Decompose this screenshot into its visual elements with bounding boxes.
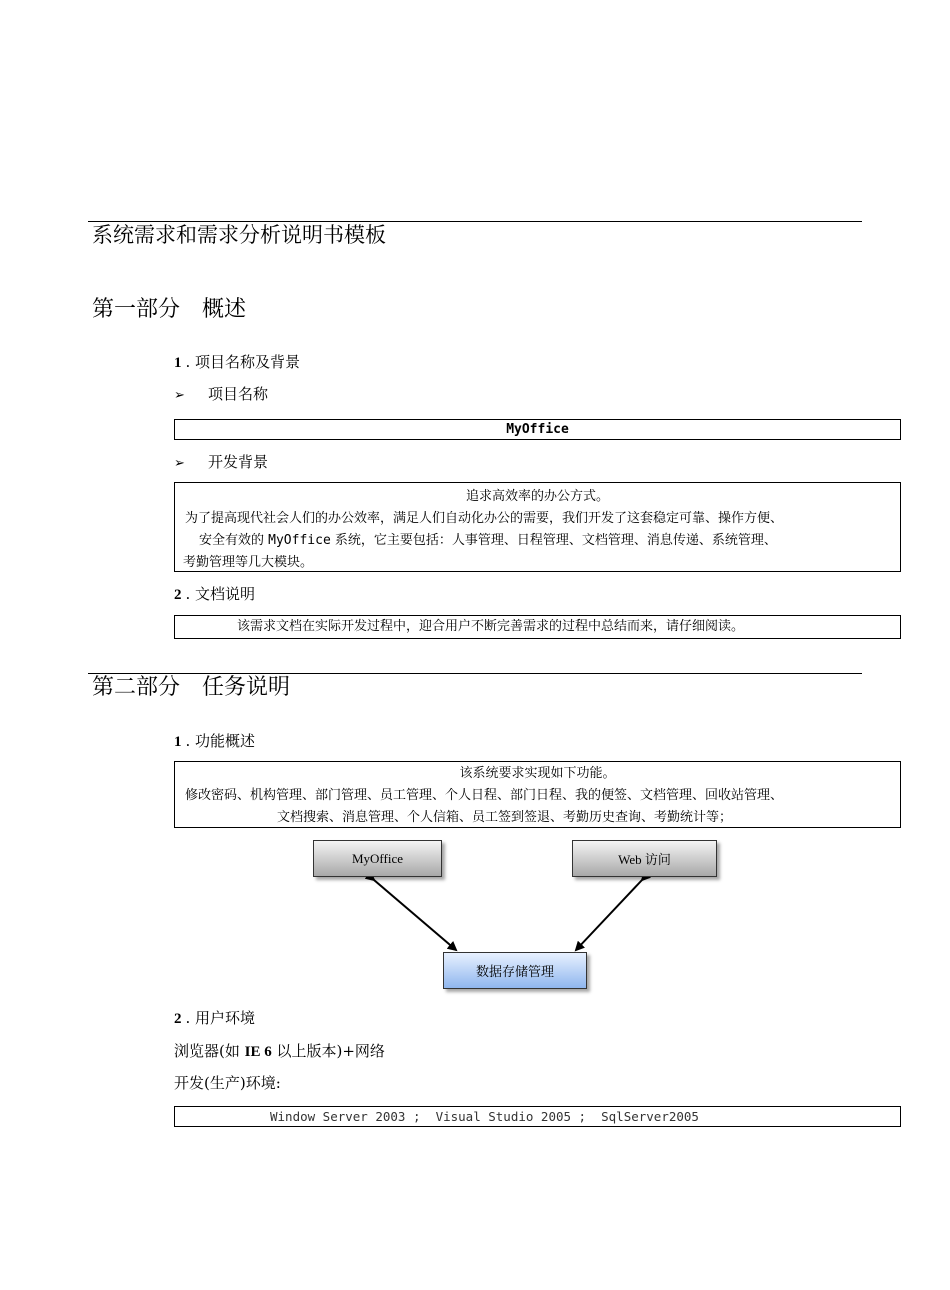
background-line-3-product: MyOffice [268, 533, 331, 548]
section-label: . 文档说明 [185, 585, 256, 603]
browser-text-post: 以上版本)+网络 [271, 1042, 385, 1060]
diagram-node-data-storage [443, 952, 587, 989]
part2-section2-heading [174, 1008, 255, 1029]
browser-requirement [174, 1041, 385, 1062]
section-label: . 用户环境 [185, 1009, 256, 1027]
bullet-label: 开发背景 [208, 453, 269, 471]
section-number: 1 [174, 734, 182, 750]
bullet-label: 项目名称 [208, 385, 269, 403]
section-label: . 功能概述 [185, 732, 256, 750]
function-line-2: 修改密码、机构管理、部门管理、员工管理、个人日程、部门日程、我的便签、文档管理、回收站管理、 [185, 788, 784, 803]
function-line-1: 该系统要求实现如下功能。 [459, 766, 616, 781]
section-number: 2 [174, 587, 182, 603]
browser-version: IE 6 [244, 1044, 272, 1060]
arrow-bullet-icon: ➢ [174, 456, 185, 471]
section-number: 2 [174, 1011, 182, 1027]
environment-text: Window Server 2003 ; Visual Studio 2005 ; SqlServer2005 [270, 1109, 699, 1124]
background-line-3-post: 系统，它主要包括：人事管理、日程管理、文档管理、消息传递、系统管理、 [334, 533, 777, 548]
arrow-web-db [576, 880, 642, 950]
browser-text-pre: 浏览器(如 [174, 1042, 245, 1060]
background-line-4: 考勤管理等几大模块。 [183, 555, 314, 570]
section-label: . 项目名称及背景 [185, 353, 301, 371]
function-line-3: 文档搜索、消息管理、个人信箱、员工签到签退、考勤历史查询、考勤统计等； [277, 810, 733, 825]
node-label: Web 访问 [618, 852, 671, 867]
part2-heading: 第二部分 任务说明 [92, 675, 291, 700]
node-label: 数据存储管理 [475, 964, 554, 979]
part1-heading: 第一部分 概述 [92, 297, 247, 322]
project-name-value: MyOffice [506, 422, 569, 437]
background-line-2: 为了提高现代社会人们的办公效率，满足人们自动化办公的需要，我们开发了这套稳定可靠、操作方便、 [185, 511, 784, 526]
doc-description-text: 该需求文档在实际开发过程中，迎合用户不断完善需求的过程中总结而来，请仔细阅读。 [237, 619, 745, 634]
arrow-bullet-icon: ➢ [174, 388, 185, 403]
dev-env-label: 开发(生产)环境: [174, 1074, 281, 1092]
background-line-1: 追求高效率的办公方式。 [465, 489, 609, 504]
environment-box [174, 1106, 901, 1127]
diagram-node-web-access [572, 840, 717, 877]
section-number: 1 [174, 355, 182, 371]
background-line-3-pre: 安全有效的 [199, 533, 265, 548]
document-title: 系统需求和需求分析说明书模板 [92, 223, 386, 247]
arrow-myoffice-db [374, 880, 456, 950]
diagram-node-myoffice [313, 840, 442, 877]
node-label: MyOffice [351, 850, 404, 866]
